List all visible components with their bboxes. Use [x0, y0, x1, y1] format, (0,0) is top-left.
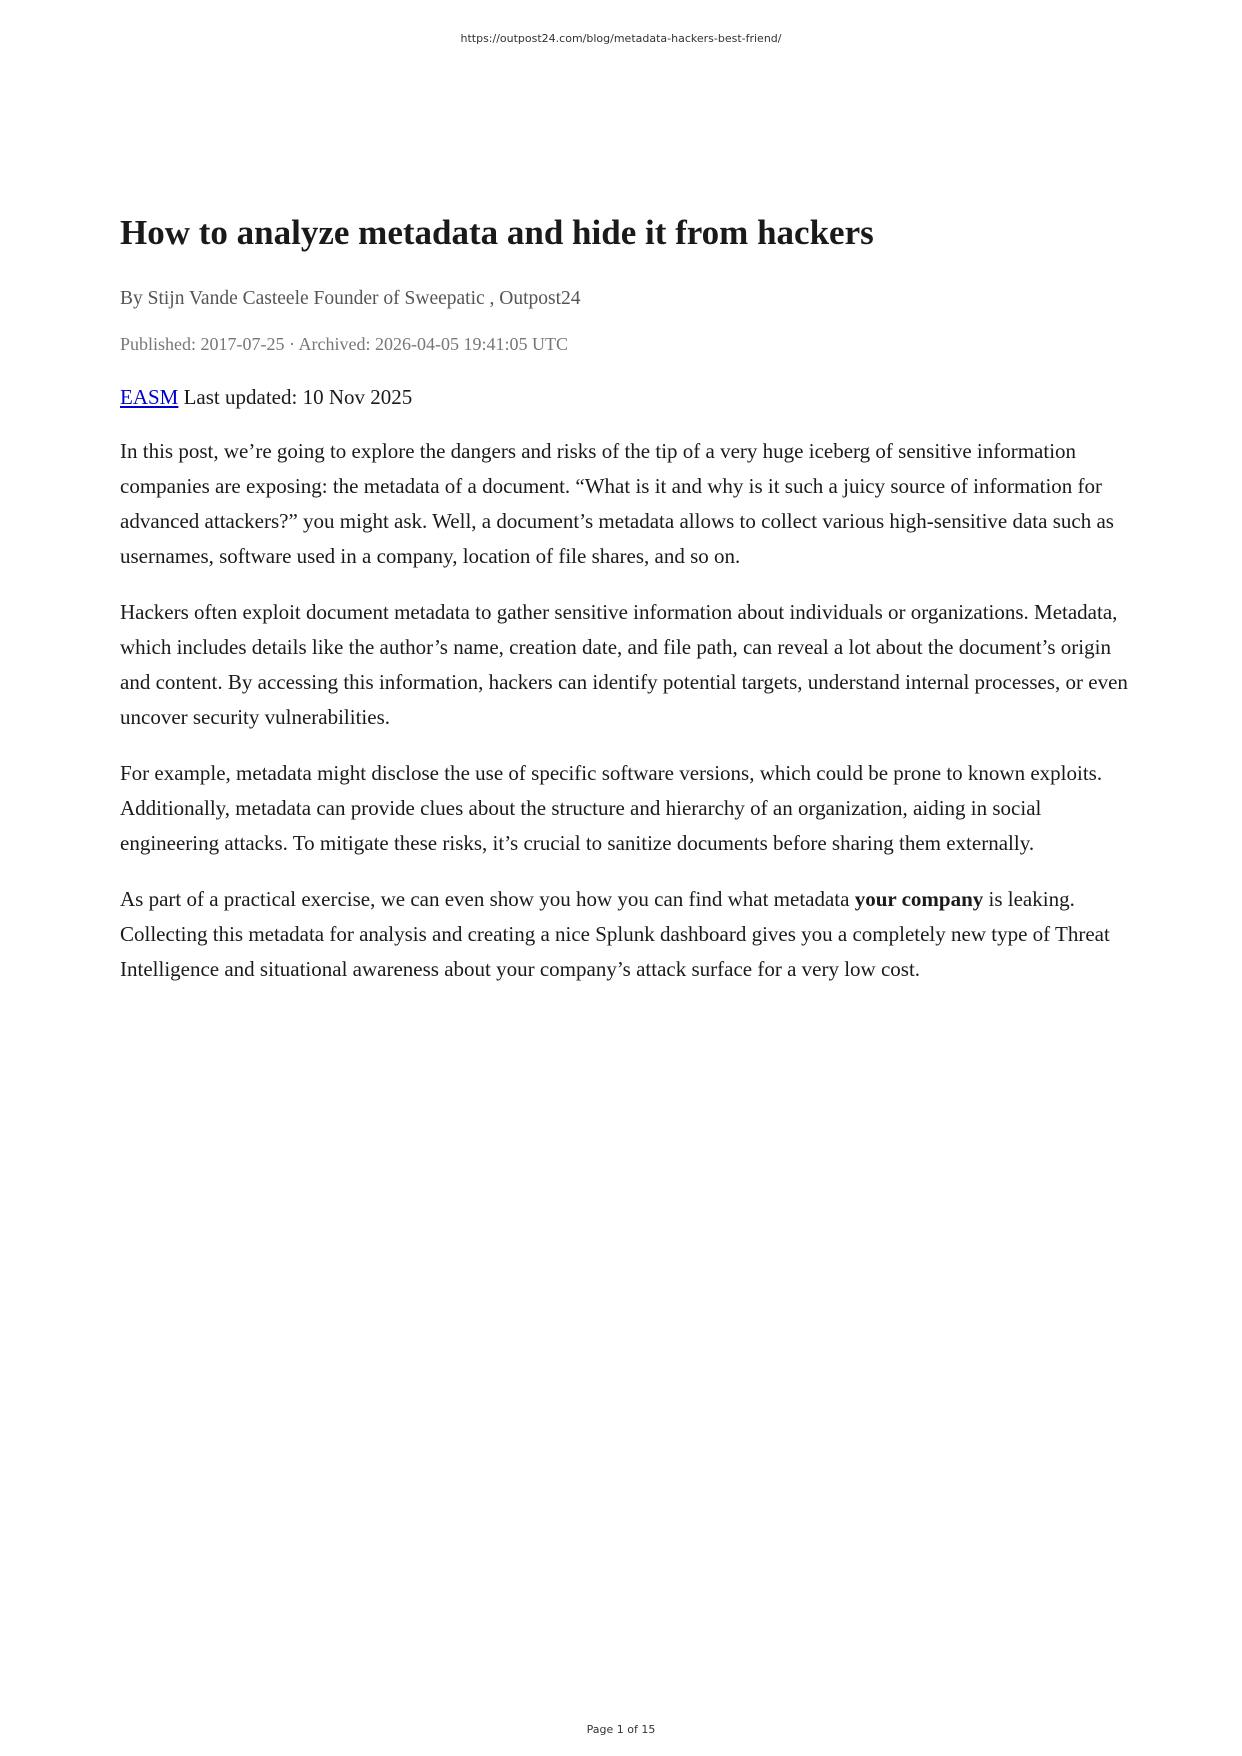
paragraph: [120, 882, 1130, 987]
page-header-url: https://outpost24.com/blog/metadata-hackers-best-friend/: [460, 32, 782, 45]
paragraph-text: is leaking. Collecting this metadata for analysis and creating a nice Splunk dashboard gives you a completely new type of Threat Intelligence and situational awareness about your company’s attack surface for a very low cost.: [120, 887, 1110, 982]
tag-link-easm[interactable]: EASM: [120, 384, 179, 409]
paragraph-text: As part of a practical exercise, we can even show you how you can find what metadata: [120, 887, 855, 912]
article-tagline: [120, 383, 1130, 412]
paragraph: Hackers often exploit document metadata to gather sensitive information about individuals or organizations. Metadata, which includes details like the author’s name, creation date, and file path, can reveal a lot about the document’s origin and content. By accessing this information, hackers can identify potential targets, understand internal processes, or even uncover security vulnerabilities.: [120, 600, 1128, 730]
article-meta: Published: 2017-07-25 · Archived: 2026-04-05 19:41:05 UTC: [120, 334, 568, 355]
paragraph-bold-text: your company: [854, 887, 984, 912]
paragraph: In this post, we’re going to explore the dangers and risks of the tip of a very huge iceberg of sensitive information companies are exposing: the metadata of a document. “What is it and why is it such a juicy source of information for advanced attackers?” you might ask. Well, a document’s metadata allows to collect various high-sensitive data such as usernames, software used in a company, location of file shares, and so on.: [120, 439, 1114, 569]
article-byline: By Stijn Vande Casteele Founder of Sweepatic , Outpost24: [120, 288, 581, 309]
paragraph: For example, metadata might disclose the use of specific software versions, which could be prone to known exploits. Additionally, metadata can provide clues about the structure and hierarchy of an organization, aiding in social engineering attacks. To mitigate these risks, it’s crucial to sanitize documents before sharing them externally.: [120, 761, 1103, 856]
article-title: How to analyze metadata and hide it from hackers: [120, 213, 874, 252]
page-number: Page 1 of 15: [586, 1723, 656, 1736]
last-updated: Last updated: 10 Nov 2025: [183, 384, 413, 409]
article: [120, 212, 1130, 1008]
